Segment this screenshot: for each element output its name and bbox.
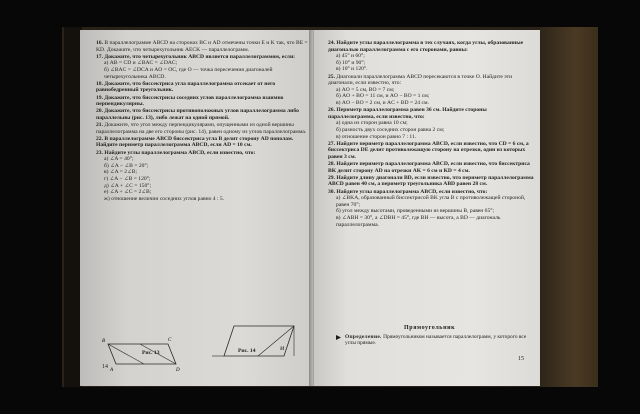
problem-number: 22.: [96, 135, 103, 142]
problem-19: [96, 95, 310, 108]
problem-option: б) AO + BO = 11 см, и AO − BO = 1 см;: [336, 93, 430, 100]
point-label: B: [102, 339, 106, 344]
problem-number: 24.: [328, 40, 335, 46]
problem-option: ж) отношение величин соседних углов равно 4 : 5.: [104, 195, 225, 202]
textbook-page-right: [314, 30, 540, 386]
figure-caption: Рис. 13: [142, 350, 160, 356]
problem-number: 30.: [328, 188, 335, 195]
problem-26: [328, 107, 534, 140]
problem-number: 16.: [96, 40, 103, 46]
problem-text: Найдите периметр параллелограмма ABCD, если известно, что биссектриса BK делит сторону AD на отрезки AK = 6 см и KD = 4 см.: [328, 161, 530, 174]
problem-text: Найдите углы параллелограмма в тех случаях, когда углы, образованные диагональю параллелограмма с его сторонами, равны:: [328, 40, 524, 53]
problem-16: [96, 40, 310, 53]
problem-29: [328, 175, 534, 188]
problem-text: Найдите углы параллелограмма ABCD, если известно, что:: [104, 149, 256, 156]
figure-13-parallelogram: [98, 330, 182, 378]
problem-option: а) одна из сторон равна 10 см;: [336, 120, 408, 127]
problem-list-right: [328, 40, 534, 229]
problem-17: [96, 54, 310, 80]
problem-30: [328, 189, 534, 229]
problem-option: а) AB = CD и ∠BAC = ∠DAC;: [104, 60, 178, 67]
problem-option: д) ∠A + ∠C = 150°;: [104, 182, 152, 189]
problem-27: [328, 141, 534, 161]
problem-text: Докажите, что биссектриса угла параллелограмма отсекает от него равнобедренный треугольник.: [96, 80, 276, 94]
problem-option: е) ∠A + ∠C = 2∠B;: [104, 189, 152, 196]
point-label: A: [110, 368, 114, 373]
problem-number: 17.: [96, 53, 103, 60]
problem-23: [96, 150, 310, 203]
problem-25: [328, 74, 534, 107]
problem-28: [328, 161, 534, 174]
problem-number: 20.: [96, 108, 103, 115]
problem-number: 26.: [328, 107, 335, 114]
definition-marker-icon: [336, 335, 341, 340]
problem-20: [96, 108, 310, 121]
definition-label: Определение.: [345, 334, 382, 340]
problem-24: [328, 40, 534, 73]
problem-text: Докажите, что биссектрисы противоположных углов параллелограмма либо параллельны (рис. 13), либо лежат на одной прямой.: [96, 108, 299, 121]
problem-22: [96, 136, 310, 149]
problem-list-left: [96, 40, 310, 203]
problem-number: 29.: [328, 174, 335, 181]
section-heading: Прямоугольник: [404, 325, 456, 331]
problem-option: а) 45° и 60°;: [336, 53, 365, 60]
problem-number: 25.: [328, 73, 335, 80]
wooden-table-edge: [540, 27, 598, 387]
problem-number: 18.: [96, 80, 103, 87]
problem-option: б) ∠A − ∠B = 20°;: [104, 162, 149, 169]
problem-text: Найдите углы параллелограмма ABCD, если известно, что:: [336, 188, 488, 195]
problem-text: Докажите, что четырехугольник ABCD является параллелограммом, если:: [104, 53, 296, 60]
problem-number: 28.: [328, 161, 335, 168]
point-label: C: [168, 338, 172, 343]
problem-number: 21.: [96, 122, 103, 129]
problem-text: Найдите длину диагонали BD, если известно, что периметр параллелограмма ABCD равен 40 см, а периметр треугольника ABD равен 28 см.: [328, 174, 534, 188]
problem-option: а) AO = 5 см, BO = 7 см;: [336, 86, 395, 93]
problem-option: б) ∠BAC = ∠DCA и AO = OC, где O — точка пересечения диагоналей четырехугольника ABCD.: [104, 66, 273, 80]
problem-text: Докажите, что угол между перпендикулярами, опущенными из одной вершины параллелограмма на две его стороны (рис. 14), равен одному из углов параллелограмма.: [96, 122, 307, 135]
problem-option: а) ∠BKA, образованный биссектрисой BK угла B с противолежащей стороной, равен 70°;: [336, 195, 526, 208]
problem-text: В параллелограмме ABCD биссектриса угла B делит сторону AD пополам. Найдите периметр параллелограмма ABCD, если AD = 10 см.: [96, 135, 294, 149]
point-label: D: [176, 368, 180, 373]
page-number: 15: [518, 356, 524, 362]
problem-option: в) ∠A = 2∠B;: [104, 169, 138, 176]
problem-option: в) AO − BO = 2 см, и AC + BD = 24 см.: [336, 99, 429, 106]
problem-text: Докажите, что биссектрисы соседних углов параллелограмма взаимно перпендикулярны.: [96, 94, 284, 108]
problem-text: В параллелограмме ABCD на сторонах BC и AD отмечены точки E и K так, что BE = KD. Докажите, что четырехугольник AECK — параллелограмм.: [96, 40, 308, 53]
point-label: M: [280, 347, 285, 352]
problem-number: 23.: [96, 149, 103, 156]
problem-option: в) ∠ABH = 30°, а ∠DBH = 45°, где BH — высота, а BD — диагональ параллелограмма.: [336, 215, 501, 228]
problem-option: б) угол между высотами, проведенными из вершины B, равен 65°;: [336, 208, 495, 215]
problem-option: б) 10° и 90°;: [336, 59, 366, 66]
problem-18: [96, 81, 310, 94]
problem-number: 19.: [96, 94, 103, 101]
problem-text: Диагонали параллелограмма ABCD пересекаются в точке O. Найдите эти диагонали, если известно, что:: [328, 73, 513, 87]
textbook-page-left: [80, 30, 312, 386]
problem-21: [96, 122, 310, 135]
problem-option: в) отношение сторон равно 7 : 11.: [336, 133, 417, 140]
problem-text: Периметр параллелограмма равен 36 см. Найдите стороны параллелограмма, если известно, что:: [328, 107, 487, 120]
problem-option: а) ∠A = 40°;: [104, 156, 134, 163]
problem-number: 27.: [328, 140, 335, 147]
definition-text: Прямоугольником называется параллелограмм, у которого все углы прямые.: [345, 334, 527, 347]
problem-option: в) 10° и 120°.: [336, 66, 368, 73]
definition-box: [336, 334, 532, 347]
problem-option: б) разность двух соседних сторон равна 2 см;: [336, 126, 445, 133]
problem-text: Найдите периметр параллелограмма ABCD, если известно, что CD = 6 см, а биссектриса DE делит противолежащую сторону на отрезки, один из которых равен 3 см.: [328, 140, 529, 160]
bisector-line: [108, 344, 144, 364]
problem-option: г) ∠A − ∠B = 120°;: [104, 176, 151, 183]
figure-caption: Рис. 14: [238, 348, 256, 354]
page-number: 14: [102, 364, 108, 370]
